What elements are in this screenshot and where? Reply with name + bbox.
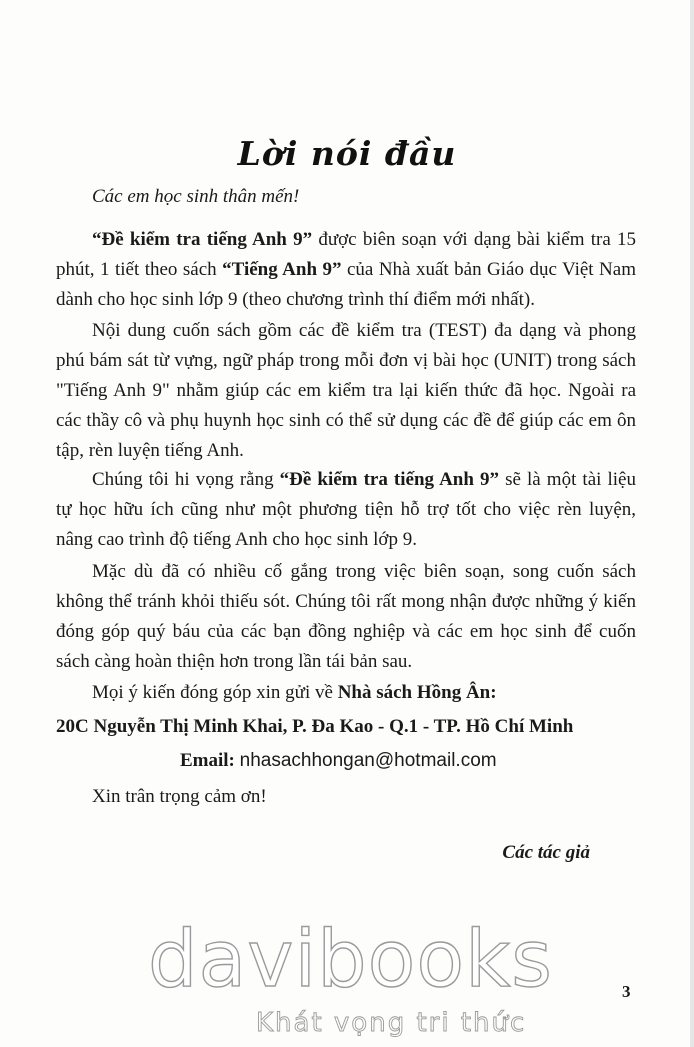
paragraph-hope	[56, 465, 636, 555]
watermark-tagline: Khát vọng tri thức	[256, 1008, 527, 1038]
publisher-address: 20C Nguyễn Thị Minh Khai, P. Đa Kao - Q.1 - TP. Hồ Chí Minh	[56, 716, 574, 737]
watermark-brand: davibooks	[148, 915, 553, 1005]
signature: Các tác giả	[502, 842, 590, 863]
paragraph-text: sẽ là một tài liệu tự học hữu ích cũng như một phương tiện hỗ trợ tốt cho việc rèn luyện, nâng cao trình độ tiếng Anh cho học sinh lớp 9.	[56, 469, 636, 550]
email-label: Email:	[180, 750, 235, 771]
paragraph-feedback: Mặc dù đã có nhiều cố gắng trong việc biên soạn, song cuốn sách không thể tránh khỏi thiếu sót. Chúng tôi rất mong nhận được những ý kiến đóng góp quý báu của các bạn đồng nghiệp và các em học sinh để cuốn sách càng hoàn thiện hơn trong lần tái bản sau.	[56, 561, 636, 672]
source-book-title: “Tiếng Anh 9”	[222, 259, 342, 280]
book-title: “Đề kiểm tra tiếng Anh 9”	[92, 229, 313, 250]
paragraph-text: được biên soạn với dạng bài kiểm tra 15 phút, 1 tiết theo sách	[56, 229, 636, 280]
paragraph-text: của Nhà xuất bản Giáo dục Việt Nam dành cho học sinh lớp 9 (theo chương trình thí điểm mới nhất).	[56, 259, 636, 310]
email-address: nhasachhongan@hotmail.com	[239, 750, 497, 771]
book-title: “Đề kiểm tra tiếng Anh 9”	[279, 469, 500, 490]
contact-intro	[92, 682, 497, 704]
page-title: Lời nói đầu	[237, 134, 457, 174]
page-number: 3	[622, 982, 631, 1001]
email-line	[180, 750, 497, 772]
greeting: Các em học sinh thân mến!	[92, 186, 300, 207]
paragraph-content: Nội dung cuốn sách gồm các đề kiểm tra (TEST) đa dạng và phong phú bám sát từ vựng, ngữ pháp trong mỗi đơn vị bài học (UNIT) trong sách "Tiếng Anh 9" nhằm giúp các em kiểm tra lại kiến thức đã học. Ngoài ra các thầy cô và phụ huynh học sinh có thể sử dụng các đề để giúp các em ôn tập, rèn luyện tiếng Anh.	[56, 320, 636, 461]
paragraph-text: Chúng tôi hi vọng rằng	[92, 469, 280, 490]
publisher-name: Nhà sách Hồng Ân:	[337, 682, 497, 703]
paragraph-intro	[56, 225, 636, 315]
closing-thanks: Xin trân trọng cảm ơn!	[92, 786, 267, 807]
contact-intro-text: Mọi ý kiến đóng góp xin gửi về	[92, 682, 338, 703]
